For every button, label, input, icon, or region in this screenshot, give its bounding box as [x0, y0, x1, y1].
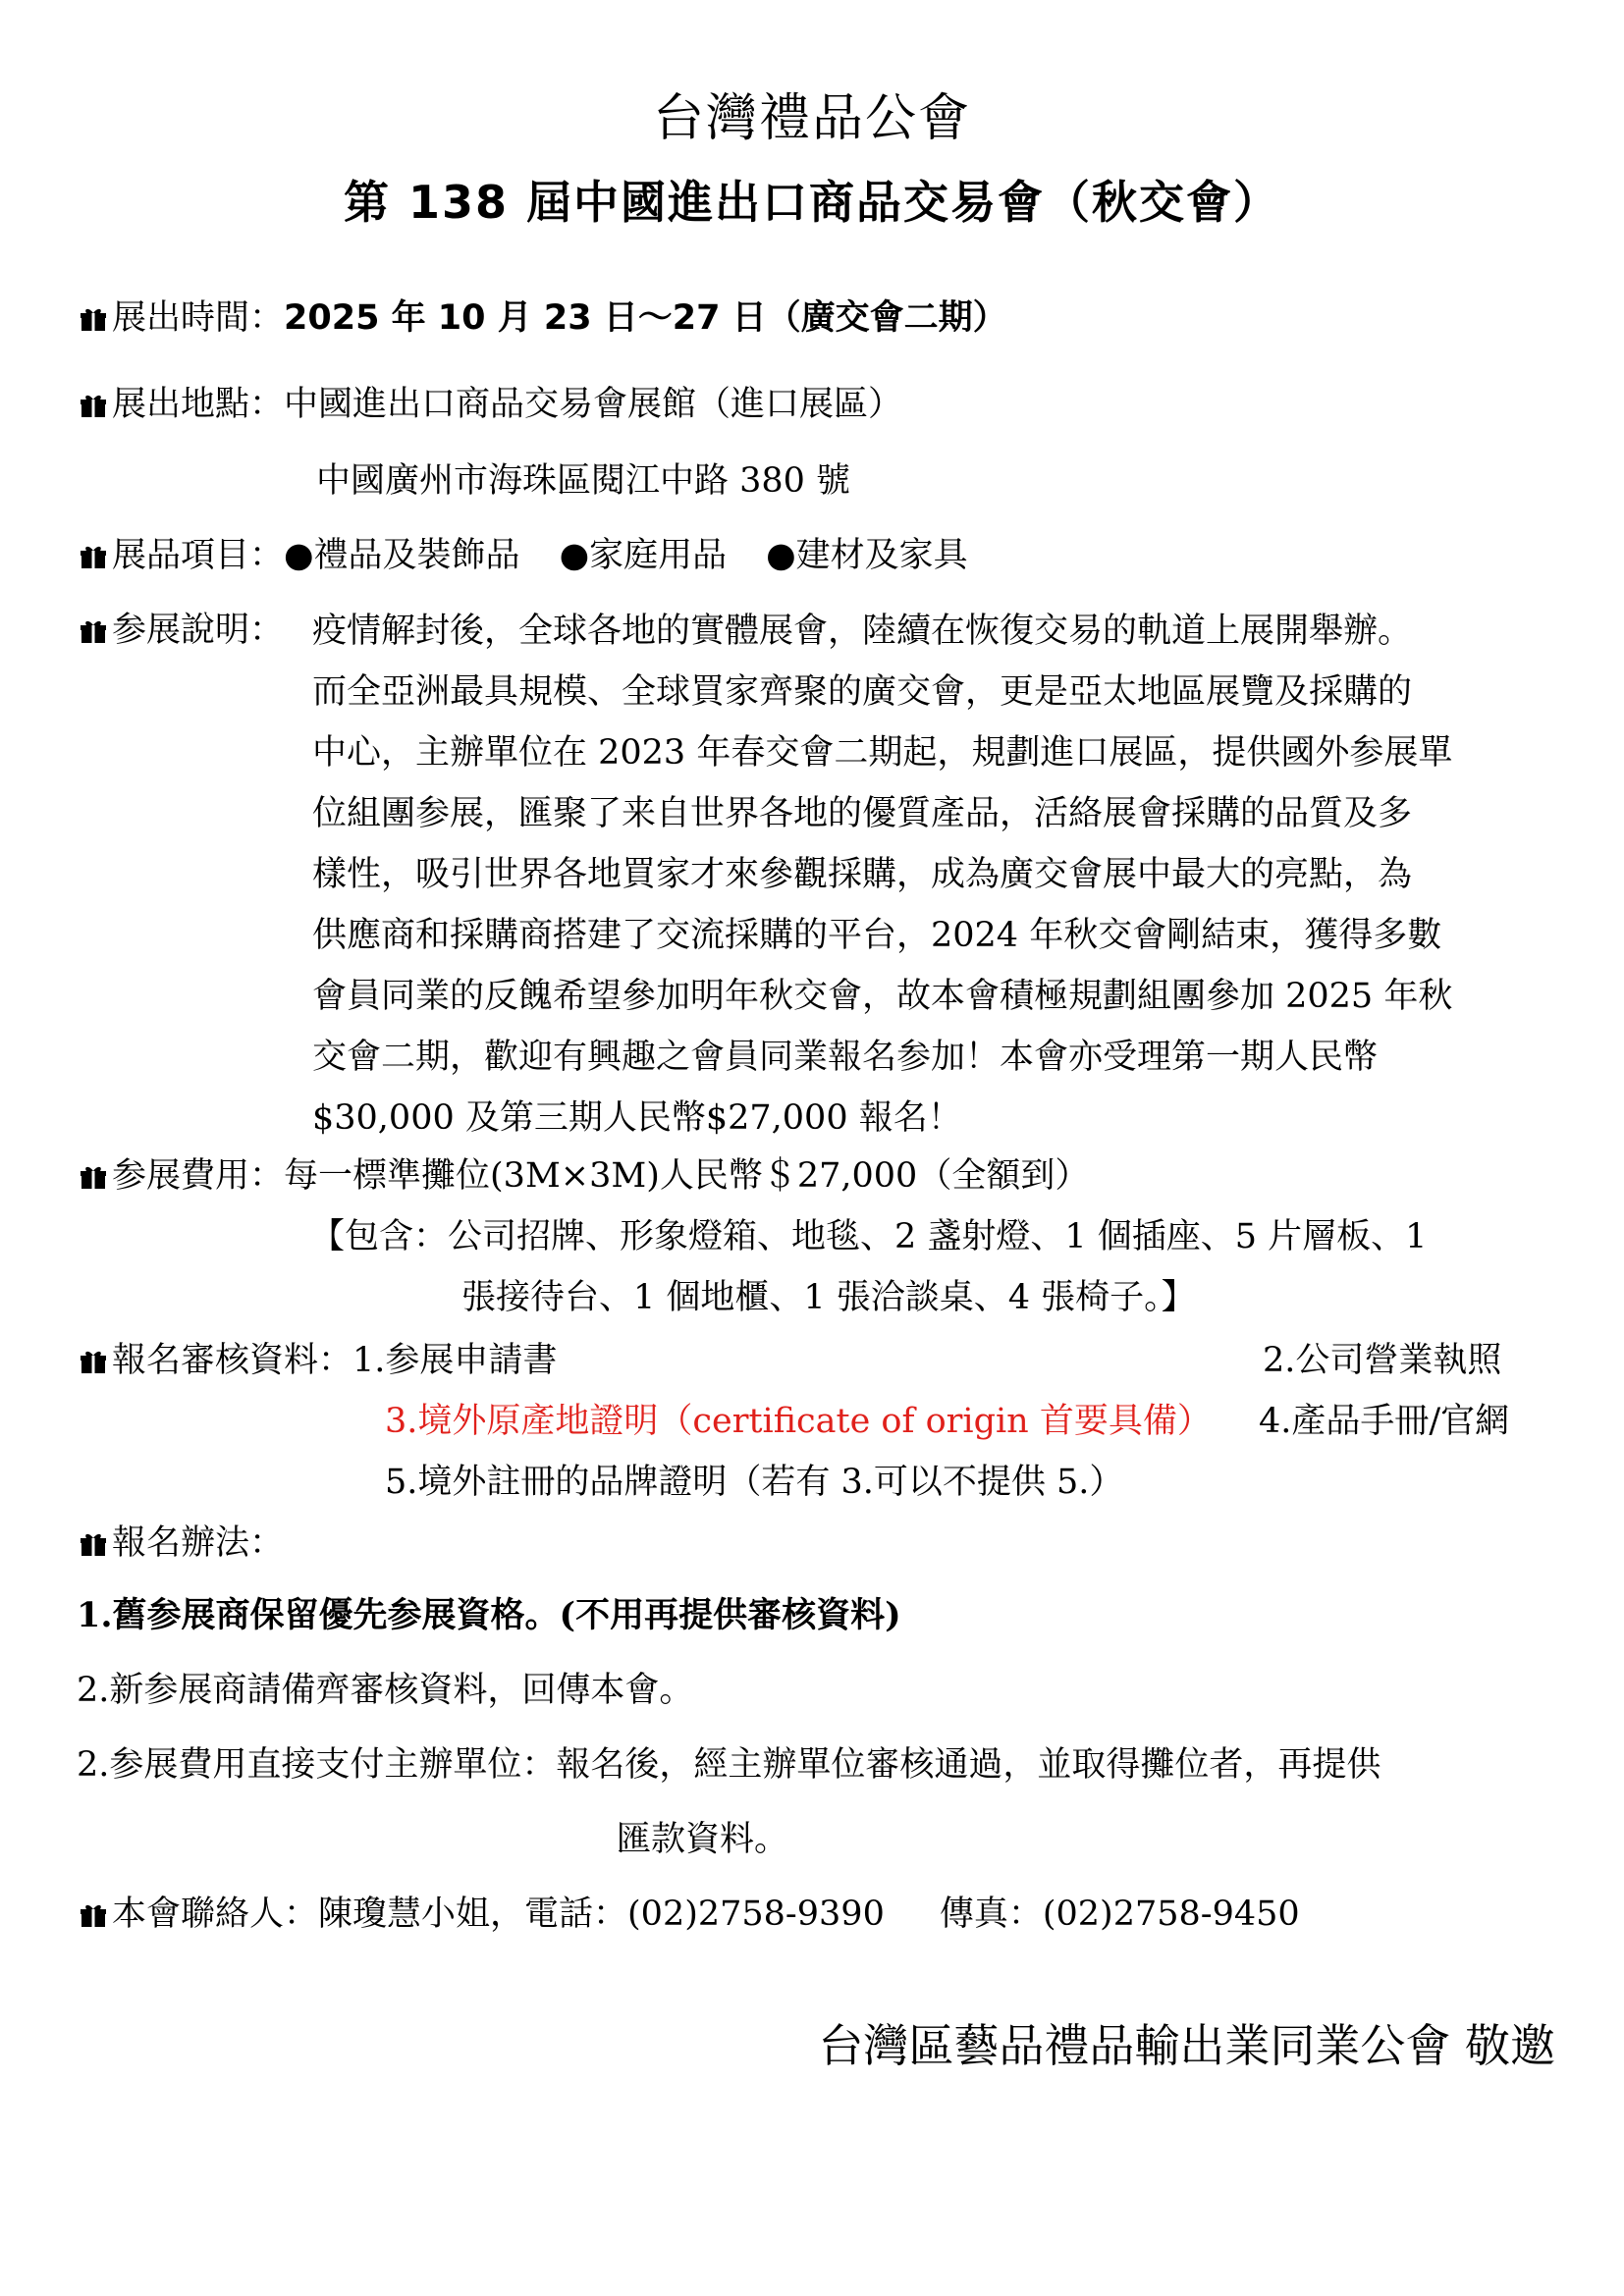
fee-includes-line-2: 張接待台、1 個地櫃、1 張洽談桌、4 張椅子。】 [461, 1278, 1196, 1317]
description-line: 而全亞洲最具規模、全球買家齊聚的廣交會，更是亞太地區展覽及採購的 [312, 672, 1413, 712]
gift-icon [81, 1532, 106, 1556]
products-row [81, 526, 968, 585]
fee-includes-line-1: 【包含：公司招牌、形象燈箱、地毯、2 盞射燈、1 個插座、5 片層板、1 [310, 1217, 1428, 1256]
gift-icon [81, 1903, 106, 1927]
signature-footer: 台灣區藝品禮品輸出業同業公會 敬邀 [818, 2019, 1555, 2072]
fee-row [81, 1147, 1089, 1205]
registration-row [81, 1514, 284, 1573]
review-doc-item-3: 3.境外原產地證明（certificate of origin 首要具備） [385, 1402, 1212, 1441]
product-item-2: ●家庭用品 [559, 536, 728, 575]
description-label-row [81, 601, 284, 660]
page-subtitle: 第 138 屆中國進出口商品交易會（秋交會） [343, 176, 1281, 229]
review-docs-row [81, 1331, 557, 1390]
gift-icon [81, 1165, 106, 1189]
description-line: 樣性，吸引世界各地買家才來參觀採購，成為廣交會展中最大的亮點，為 [312, 855, 1413, 894]
gift-icon [81, 394, 106, 417]
gift-icon [81, 545, 106, 568]
description-paragraph [312, 601, 1574, 1148]
venue-line-2: 中國廣州市海珠區閱江中路 380 號 [316, 461, 851, 501]
review-doc-item-2: 2.公司營業執照 [1263, 1341, 1502, 1380]
registration-step-2: 2.新参展商請備齊審核資料，回傳本會。 [77, 1671, 694, 1710]
exhibition-time-value: 2025 年 10 月 23 日～27 日（廣交會二期） [284, 298, 1007, 338]
description-line: $30,000 及第三期人民幣$27,000 報名！ [312, 1098, 962, 1138]
description-line: 會員同業的反餽希望參加明年秋交會，故本會積極規劃組團參加 2025 年秋 [312, 977, 1453, 1016]
venue-label: 展出地點： [112, 385, 285, 424]
description-label: 参展說明： [112, 611, 285, 650]
description-line: 交會二期，歡迎有興趣之會員同業報名参加！本會亦受理第一期人民幣 [312, 1038, 1379, 1077]
review-doc-item-1: 1.参展申請書 [352, 1341, 558, 1380]
description-line: 供應商和採購商搭建了交流採購的平台，2024 年秋交會剛結束，獲得多數 [312, 916, 1442, 955]
product-item-1: ●禮品及裝飾品 [284, 536, 520, 575]
fee-label: 参展費用： [112, 1156, 285, 1196]
gift-icon [81, 307, 106, 331]
contact-person-phone: 陳瓊慧小姐，電話：(02)2758-9390 [318, 1895, 885, 1934]
registration-step-3: 2.参展費用直接支付主辦單位：報名後，經主辦單位審核通過，並取得攤位者，再提供 [77, 1745, 1381, 1785]
review-doc-item-5: 5.境外註冊的品牌證明（若有 3.可以不提供 5.） [385, 1463, 1124, 1502]
review-docs-label: 報名審核資料： [112, 1341, 353, 1380]
description-line: 位組團参展，匯聚了来自世界各地的優質產品，活絡展會採購的品質及多 [312, 794, 1413, 833]
exhibition-time-label: 展出時間： [112, 298, 285, 338]
venue-row [81, 375, 902, 434]
registration-step-1: 1.舊参展商保留優先参展資格。(不用再提供審核資料) [77, 1595, 901, 1635]
description-line: 中心，主辦單位在 2023 年春交會二期起，規劃進口展區，提供國外参展單 [312, 733, 1453, 773]
description-line: 疫情解封後，全球各地的實體展會，陸續在恢復交易的軌道上展開舉辦。 [312, 612, 1413, 651]
registration-label: 報名辦法： [112, 1523, 285, 1563]
product-item-3: ●建材及家具 [766, 536, 968, 575]
gift-icon [81, 1350, 106, 1373]
fee-value: 每一標準攤位(3M×3M)人民幣＄27,000（全額到） [284, 1156, 1090, 1196]
venue-line-1: 中國進出口商品交易會展館（進口展區） [284, 385, 903, 424]
gift-icon [81, 619, 106, 643]
contact-label: 本會聯絡人： [112, 1895, 319, 1934]
contact-row [81, 1885, 1300, 1944]
page-title: 台灣禮品公會 [652, 89, 971, 148]
exhibition-time-row [81, 289, 1007, 347]
registration-step-3-continued: 匯款資料。 [617, 1820, 789, 1859]
contact-fax: 傳真：(02)2758-9450 [939, 1895, 1300, 1934]
review-doc-item-4: 4.產品手冊/官網 [1259, 1402, 1510, 1441]
products-label: 展品項目： [112, 536, 285, 575]
